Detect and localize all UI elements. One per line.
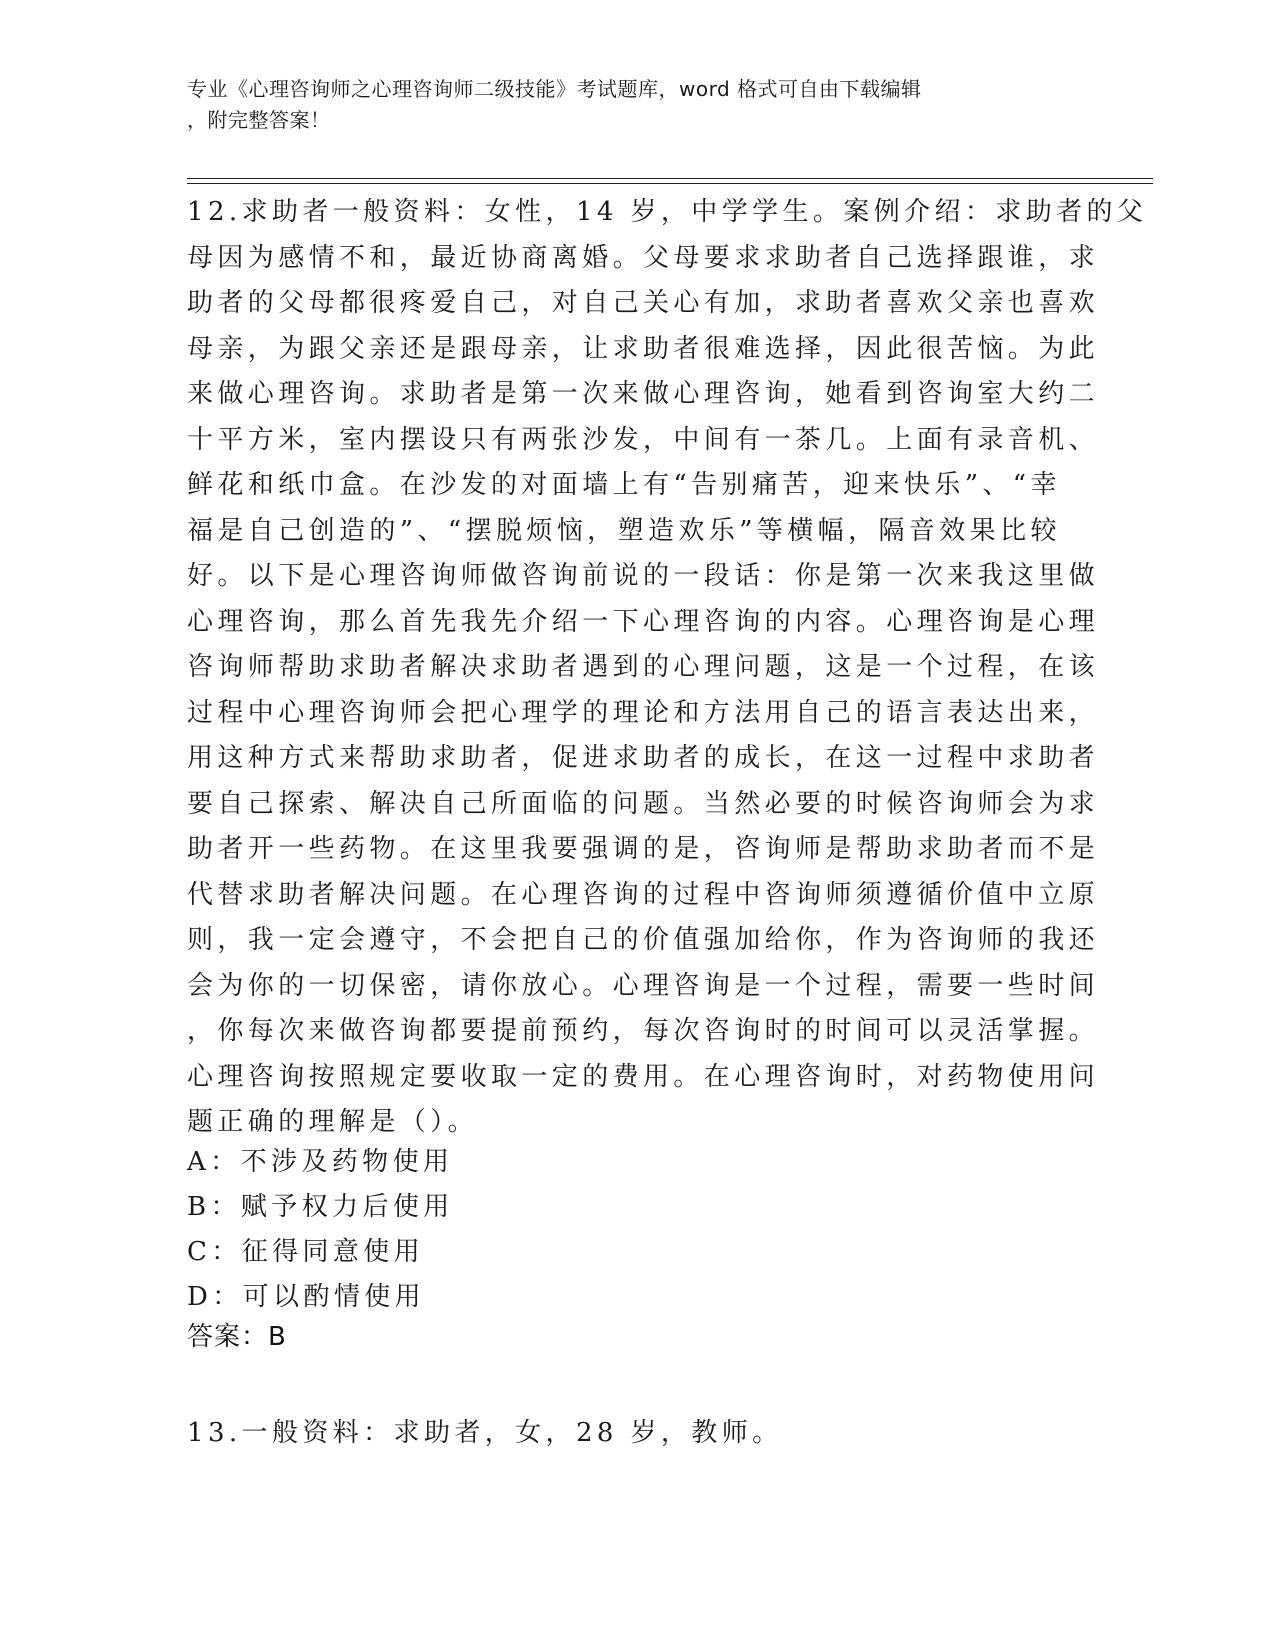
question-line: 母因为感情不和，最近协商离婚。父母要求求助者自己选择跟谁，求: [187, 242, 1100, 273]
question-line: 鲜花和纸巾盒。在沙发的对面墙上有“告别痛苦，迎来快乐”、“幸: [187, 470, 1061, 500]
question-line: 过程中心理咨询师会把心理学的理论和方法用自己的语言表达出来，: [187, 697, 1100, 728]
document-header: [187, 74, 1067, 136]
header-line-2: ，附完整答案！: [187, 108, 331, 132]
header-divider-bottom: [187, 183, 1153, 184]
question-line: 心理咨询按照规定要收取一定的费用。在心理咨询时，对药物使用问: [187, 1061, 1100, 1092]
question-line: 用这种方式来帮助求助者，促进求助者的成长，在这一过程中求助者: [187, 743, 1100, 773]
question-line: 代替求助者解决问题。在心理咨询的过程中咨询师须遵循价值中立原: [187, 879, 1100, 910]
option-d: D：可以酌情使用: [187, 1282, 426, 1312]
question-line: 12.求助者一般资料：女性，14 岁，中学学生。案例介绍：求助者的父: [187, 197, 1148, 227]
header-divider-top: [187, 178, 1153, 179]
question-12-answer: 答案：B: [187, 1322, 287, 1352]
question-line: 来做心理咨询。求助者是第一次来做心理咨询，她看到咨询室大约二: [187, 379, 1100, 409]
question-line: 会为你的一切保密，请你放心。心理咨询是一个过程，需要一些时间: [187, 970, 1100, 1001]
question-13-stem: 13.一般资料：求助者，女，28 岁，教师。: [187, 1418, 783, 1448]
question-line: 题正确的理解是（）。: [187, 1107, 479, 1137]
question-line: 十平方米，室内摆设只有两张沙发，中间有一茶几。上面有录音机、: [187, 424, 1100, 455]
question-line: 福是自己创造的”、“摆脱烦恼，塑造欢乐”等横幅，隔音效果比较: [187, 515, 1061, 546]
question-12-stem: [187, 190, 1148, 1146]
question-line: 咨询师帮助求助者解决求助者遇到的心理问题，这是一个过程，在该: [187, 652, 1100, 682]
question-line: 好。以下是心理咨询师做咨询前说的一段话：你是第一次来我这里做: [187, 561, 1100, 591]
question-line: ，你每次来做咨询都要提前预约，每次咨询时的时间可以灵活掌握。: [187, 1016, 1100, 1046]
option-b: B：赋予权力后使用: [187, 1192, 454, 1222]
option-c: C：征得同意使用: [187, 1237, 425, 1267]
question-line: 则，我一定会遵守，不会把自己的价值强加给你，作为咨询师的我还: [187, 925, 1100, 955]
question-line: 助者开一些药物。在这里我要强调的是，咨询师是帮助求助者而不是: [187, 834, 1100, 864]
question-line: 母亲，为跟父亲还是跟母亲，让求助者很难选择，因此很苦恼。为此: [187, 333, 1100, 364]
option-a: A：不涉及药物使用: [187, 1147, 454, 1177]
question-line: 要自己探索、解决自己所面临的问题。当然必要的时候咨询师会为求: [187, 788, 1100, 819]
question-12-options: [187, 1140, 454, 1320]
question-line: 助者的父母都很疼爱自己，对自己关心有加，求助者喜欢父亲也喜欢: [187, 288, 1100, 318]
question-line: 心理咨询，那么首先我先介绍一下心理咨询的内容。心理咨询是心理: [187, 606, 1100, 637]
header-line-1: 专业《心理咨询师之心理咨询师二级技能》考试题库，word 格式可自由下载编辑: [187, 77, 922, 101]
